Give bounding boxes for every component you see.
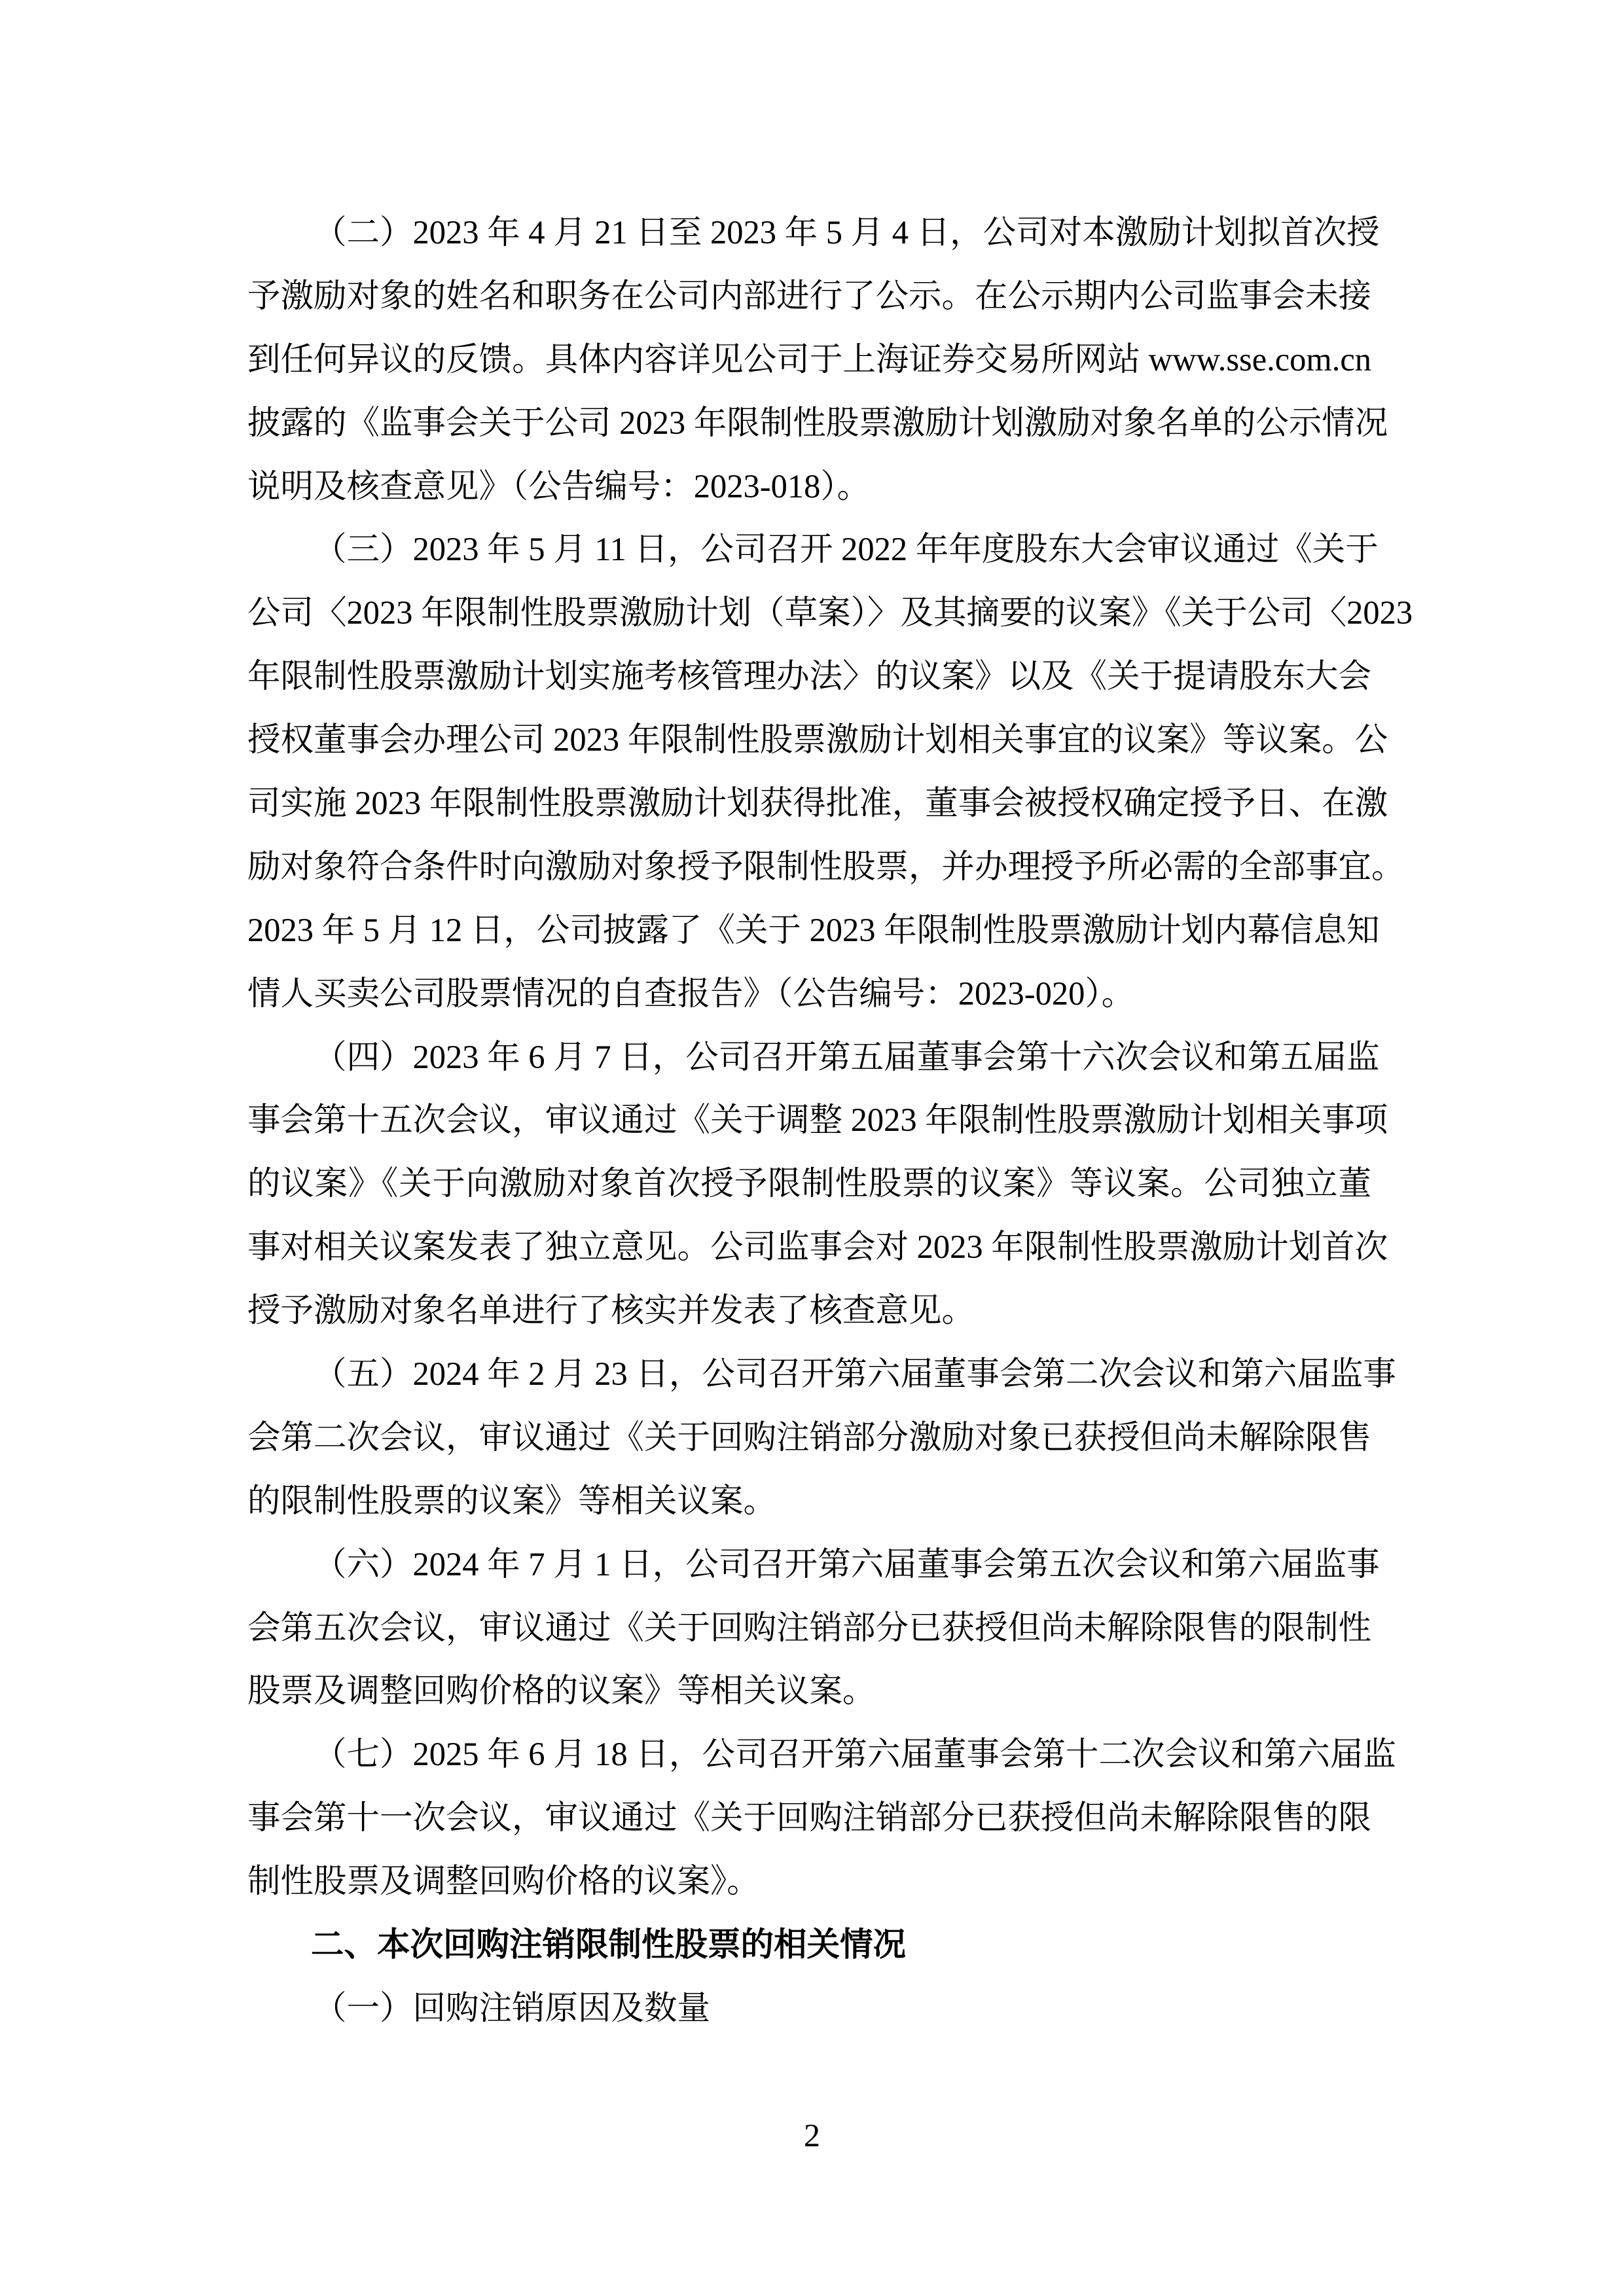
- paragraph-line: 披露的《监事会关于公司 2023 年限制性股票激励计划激励对象名单的公示情况: [247, 404, 1388, 441]
- paragraph-item-5: [247, 1342, 1396, 1533]
- paragraph-line: 情人买卖公司股票情况的自查报告》（公告编号：2023-020）。: [247, 975, 1135, 1012]
- paragraph-item-3: [247, 518, 1413, 1025]
- paragraph-line: 说明及核查意见》（公告编号：2023-018）。: [247, 467, 871, 505]
- paragraph-line: 予激励对象的姓名和职务在公司内部进行了公示。在公示期内公司监事会未接: [247, 277, 1371, 314]
- paragraph-line: 2023 年 5 月 12 日，公司披露了《关于 2023 年限制性股票激励计划内幕信息知: [247, 911, 1380, 948]
- paragraph-line: 会第五次会议，审议通过《关于回购注销部分已获授但尚未解除限售的限制性: [247, 1609, 1371, 1646]
- paragraph-line: 制性股票及调整回购价格的议案》。: [247, 1863, 760, 1900]
- paragraph-item-7: [247, 1723, 1396, 1913]
- paragraph-line: 事对相关议案发表了独立意见。公司监事会对 2023 年限制性股票激励计划首次: [247, 1229, 1388, 1266]
- subsection-heading: （一）回购注销原因及数量: [314, 1989, 710, 2026]
- document-body: [247, 201, 1413, 2040]
- paragraph-line: 年限制性股票激励计划实施考核管理办法〉的议案》以及《关于提请股东大会: [247, 658, 1371, 695]
- paragraph-line: 授予激励对象名单进行了核实并发表了核查意见。: [247, 1292, 975, 1329]
- paragraph-line: （三）2023 年 5 月 11 日，公司召开 2022 年年度股东大会审议通过《关于: [314, 531, 1379, 568]
- paragraph-item-2: [247, 201, 1388, 518]
- paragraph-line: （七）2025 年 6 月 18 日，公司召开第六届董事会第十二次会议和第六届监: [314, 1736, 1396, 1773]
- paragraph-line: 事会第十一次会议，审议通过《关于回购注销部分已获授但尚未解除限售的限: [247, 1799, 1371, 1837]
- paragraph-item-4: [247, 1026, 1388, 1342]
- paragraph-line: （五）2024 年 2 月 23 日，公司召开第六届董事会第二次会议和第六届监事: [314, 1355, 1396, 1393]
- paragraph-line: 的限制性股票的议案》等相关议案。: [247, 1482, 776, 1519]
- paragraph-line: （四）2023 年 6 月 7 日，公司召开第五届董事会第十六次会议和第五届监: [314, 1038, 1380, 1075]
- paragraph-line: （二）2023 年 4 月 21 日至 2023 年 5 月 4 日，公司对本激励计划拟首次授: [314, 214, 1380, 251]
- paragraph-item-6: [247, 1533, 1380, 1723]
- page-number: 2: [804, 2117, 820, 2153]
- paragraph-line: 股票及调整回购价格的议案》等相关议案。: [247, 1672, 876, 1710]
- paragraph-line: 司实施 2023 年限制性股票激励计划获得批准，董事会被授权确定授予日、在激: [247, 785, 1388, 822]
- paragraph-line: 励对象符合条件时向激励对象授予限制性股票，并办理授予所必需的全部事宜。: [247, 848, 1405, 885]
- section-heading: 二、本次回购注销限制性股票的相关情况: [311, 1926, 906, 1964]
- paragraph-line: （六）2024 年 7 月 1 日，公司召开第六届董事会第五次会议和第六届监事: [314, 1545, 1380, 1583]
- paragraph-line: 授权董事会办理公司 2023 年限制性股票激励计划相关事宜的议案》等议案。公: [247, 721, 1388, 759]
- paragraph-line: 的议案》《关于向激励对象首次授予限制性股票的议案》等议案。公司独立董: [247, 1165, 1371, 1202]
- paragraph-line: 事会第十五次会议，审议通过《关于调整 2023 年限制性股票激励计划相关事项: [247, 1102, 1388, 1139]
- paragraph-line: 公司〈2023 年限制性股票激励计划（草案）〉及其摘要的议案》《关于公司〈2023: [247, 594, 1413, 632]
- paragraph-line: 到任何异议的反馈。具体内容详见公司于上海证券交易所网站 www.sse.com.cn: [247, 340, 1371, 378]
- paragraph-line: 会第二次会议，审议通过《关于回购注销部分激励对象已获授但尚未解除限售: [247, 1418, 1371, 1456]
